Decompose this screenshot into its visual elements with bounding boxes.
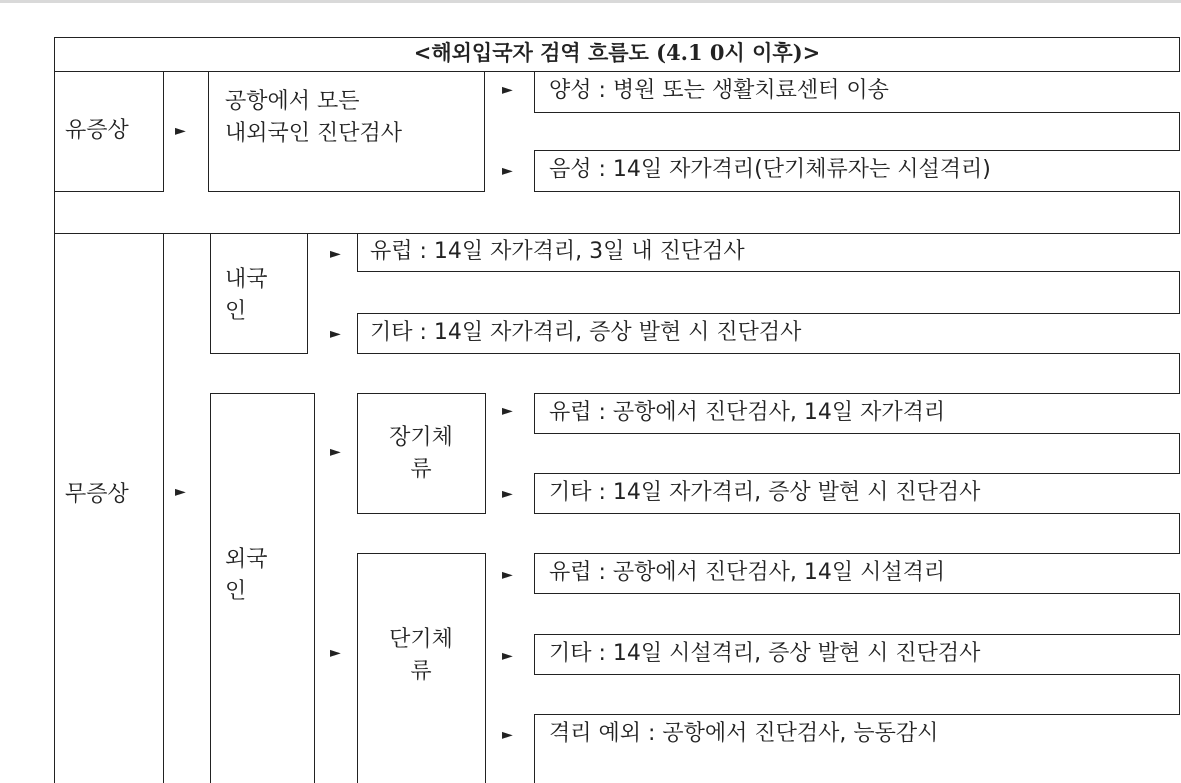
symptomatic-step-label: 공항에서 모든 내외국인 진단검사 xyxy=(225,89,403,146)
outcome-negative-label: 음성 : 14일 자가격리(단기체류자는 시설격리) xyxy=(549,157,991,182)
domestic-europe-label: 유럽 : 14일 자가격리, 3일 내 진단검사 xyxy=(370,239,745,264)
short-stay-exception-label: 격리 예외 : 공항에서 진단검사, 능동감시 xyxy=(549,721,939,746)
symptomatic-box xyxy=(54,71,164,192)
short-stay-exception-box xyxy=(534,714,1180,783)
long-stay-box xyxy=(357,393,486,514)
symptomatic-label: 유증상 xyxy=(65,118,129,143)
short-stay-label: 단기체 류 xyxy=(389,627,453,684)
short-stay-other-box xyxy=(534,634,1180,675)
arrow-right-icon: ► xyxy=(175,484,186,500)
short-stay-europe-label: 유럽 : 공항에서 진단검사, 14일 시설격리 xyxy=(549,560,946,585)
arrow-right-icon: ► xyxy=(502,403,513,419)
foreign-label: 외국 인 xyxy=(225,547,268,604)
symptomatic-step-box xyxy=(208,71,485,192)
foreign-box xyxy=(210,393,315,783)
asymptomatic-label: 무증상 xyxy=(65,482,129,507)
short-stay-europe-box xyxy=(534,553,1180,594)
outcome-negative-box xyxy=(534,150,1180,192)
arrow-right-icon: ► xyxy=(502,567,513,583)
long-stay-label: 장기체 류 xyxy=(389,425,453,482)
arrow-right-icon: ► xyxy=(330,444,341,460)
arrow-right-icon: ► xyxy=(502,727,513,743)
top-divider xyxy=(0,0,1181,3)
arrow-right-icon: ► xyxy=(330,645,341,661)
outcome-positive-box xyxy=(534,71,1180,113)
arrow-right-icon: ► xyxy=(502,486,513,502)
flowchart-title: <해외입국자 검역 흐름도 (4.1 0시 이후)> xyxy=(413,40,821,65)
arrow-right-icon: ► xyxy=(502,648,513,664)
domestic-other-label: 기타 : 14일 자가격리, 증상 발현 시 진단검사 xyxy=(370,320,802,345)
arrow-right-icon: ► xyxy=(330,246,341,262)
long-stay-other-box xyxy=(534,473,1180,514)
short-stay-other-label: 기타 : 14일 시설격리, 증상 발현 시 진단검사 xyxy=(549,641,981,666)
domestic-other-box xyxy=(357,313,1180,354)
outcome-positive-label: 양성 : 병원 또는 생활치료센터 이송 xyxy=(549,78,889,103)
long-stay-europe-box xyxy=(534,393,1180,434)
arrow-right-icon: ► xyxy=(330,326,341,342)
arrow-right-icon: ► xyxy=(502,82,513,98)
long-stay-europe-label: 유럽 : 공항에서 진단검사, 14일 자가격리 xyxy=(549,400,946,425)
arrow-right-icon: ► xyxy=(502,163,513,179)
domestic-box xyxy=(210,233,308,354)
arrow-right-icon: ► xyxy=(175,123,186,139)
domestic-label: 내국 인 xyxy=(225,267,268,324)
domestic-europe-box xyxy=(357,233,1180,272)
long-stay-other-label: 기타 : 14일 자가격리, 증상 발현 시 진단검사 xyxy=(549,480,981,505)
asymptomatic-box xyxy=(54,233,164,783)
short-stay-box xyxy=(357,553,486,783)
